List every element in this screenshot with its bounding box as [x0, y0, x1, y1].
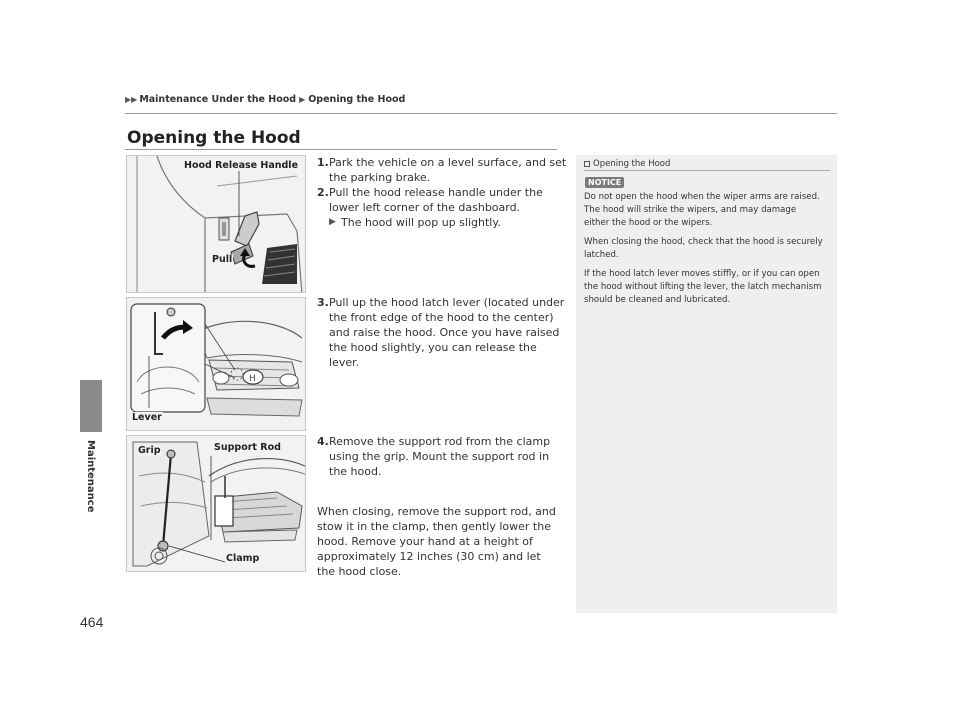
step-text: Park the vehicle on a level surface, and set the parking brake.	[329, 156, 567, 184]
sidebar-heading-text[interactable]: Opening the Hood	[593, 159, 671, 169]
sidebar-paragraph: When closing the hood, check that the hood is securely latched.	[584, 237, 823, 260]
step-result-text: The hood will pop up slightly.	[341, 216, 501, 229]
section-tab-marker	[80, 380, 102, 432]
steps-group-2	[317, 295, 567, 370]
page-number: 464	[80, 614, 104, 630]
hood-release-handle-label: Hood Release Handle	[184, 160, 299, 171]
svg-text:H: H	[249, 374, 256, 384]
support-rod-drawing	[127, 436, 306, 572]
section-tab	[84, 440, 98, 513]
step-number: 1.	[317, 156, 329, 169]
closing-instructions: When closing, remove the support rod, and stow it in the clamp, then gently lower the hood. Remove your hand at a height of approximately 12 inches (30 cm) and let the hood close.	[317, 505, 556, 578]
result-arrow-icon: ▶	[329, 217, 336, 227]
sidebar-paragraph: If the hood latch lever moves stiffly, or if you can open the hood without lifting the lever, the latch mechanism should be cleaned and lubricated.	[584, 269, 822, 305]
step-item	[317, 295, 567, 370]
sidebar-heading	[584, 159, 670, 169]
steps-group-1	[317, 155, 567, 230]
lever-label: Lever	[132, 412, 162, 423]
sidebar-note	[576, 155, 837, 613]
hood-latch-illustration	[126, 297, 306, 431]
pull-label: Pull	[212, 254, 233, 265]
step-number: 2.	[317, 186, 329, 199]
sidebar-paragraph: Do not open the hood when the wiper arms are raised. The hood will strike the wipers, and may damage either the hood or the wipers.	[584, 192, 820, 228]
hood-release-illustration	[126, 155, 306, 293]
step-result	[329, 215, 567, 230]
step-number: 4.	[317, 435, 329, 448]
clamp-label: Clamp	[226, 553, 260, 564]
hood-release-drawing	[127, 156, 306, 293]
section-tab-label: Maintenance	[85, 440, 96, 513]
steps-group-3	[317, 434, 567, 479]
breadcrumb-item[interactable]: Opening the Hood	[308, 94, 406, 105]
page-title: Opening the Hood	[127, 128, 301, 148]
step-item	[317, 434, 567, 479]
grip-label: Grip	[138, 445, 161, 456]
step-text: Remove the support rod from the clamp using the grip. Mount the support rod in the hood.	[329, 435, 551, 478]
sidebar-body	[584, 191, 824, 313]
notice-badge: NOTICE	[585, 177, 624, 188]
support-rod-label: Support Rod	[214, 442, 281, 453]
breadcrumb	[125, 94, 405, 105]
sidebar-divider	[584, 170, 830, 171]
title-divider	[125, 149, 557, 150]
step-item	[317, 155, 567, 185]
step-number: 3.	[317, 296, 329, 309]
breadcrumb-arrow-icon: ▶▶	[125, 95, 138, 104]
step-item	[317, 185, 567, 215]
header-divider	[125, 113, 837, 114]
breadcrumb-item[interactable]: Maintenance Under the Hood	[139, 94, 297, 105]
support-rod-illustration	[126, 435, 306, 572]
breadcrumb-arrow-icon: ▶	[299, 95, 306, 104]
note-reference-icon	[584, 161, 590, 167]
step-text: Pull up the hood latch lever (located under the front edge of the hood to the center) and raise the hood. Once you have raised the hood slightly, you can release the lever.	[329, 296, 565, 369]
step-text: Pull the hood release handle under the lower left corner of the dashboard.	[329, 186, 543, 214]
